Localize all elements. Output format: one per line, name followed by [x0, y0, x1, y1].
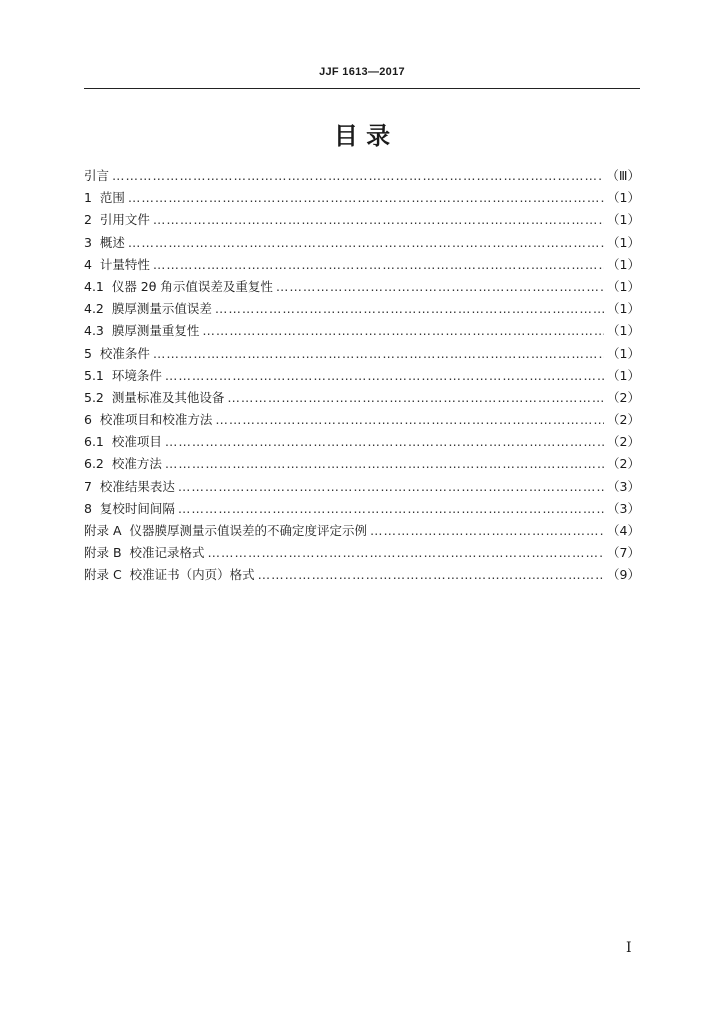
toc-entry[interactable] — [84, 166, 640, 188]
toc-leader-dots — [153, 257, 604, 272]
toc-entry-page: （1） — [607, 367, 640, 383]
toc-leader-dots — [178, 501, 604, 516]
document-code-header: JJF 1613—2017 — [319, 66, 405, 78]
toc-entry[interactable] — [84, 210, 640, 232]
toc-entry[interactable] — [84, 344, 640, 366]
toc-leader-dots — [165, 434, 604, 449]
toc-entry-label: 仪器膜厚测量示值误差的不确定度评定示例 — [129, 523, 367, 538]
toc-entry-number: 4.3 — [84, 323, 112, 339]
toc-leader-dots — [370, 523, 604, 538]
toc-entry[interactable] — [84, 321, 640, 343]
toc-entry-label: 范围 — [99, 190, 125, 206]
toc-entry[interactable] — [84, 543, 640, 565]
toc-entry-number: 5 — [84, 345, 100, 361]
toc-entry-number: 5.1 — [84, 367, 112, 383]
toc-leader-dots — [202, 323, 604, 338]
toc-entry-label: 校准条件 — [99, 345, 150, 361]
toc-entry-page: （9） — [607, 567, 640, 583]
toc-entry-page: （2） — [607, 434, 640, 450]
toc-entry[interactable] — [84, 432, 640, 454]
toc-entry-page: （7） — [607, 545, 640, 561]
toc-leader-dots — [215, 301, 604, 316]
toc-entry-page: （1） — [607, 323, 640, 339]
toc-entry-label: 校准证书（内页）格式 — [129, 567, 255, 583]
toc-entry-page: （1） — [607, 278, 640, 294]
toc-leader-dots — [153, 346, 604, 361]
toc-leader-dots — [258, 567, 604, 582]
toc-entry-number: 6 — [84, 412, 100, 428]
toc-entry-label: 校准结果表达 — [99, 478, 175, 494]
toc-entry[interactable] — [84, 521, 640, 543]
toc-leader-dots — [165, 456, 604, 471]
toc-entry-page: （2） — [607, 412, 640, 428]
toc-entry-page: （1） — [607, 212, 640, 228]
toc-entry-label: 环境条件 — [111, 367, 162, 383]
toc-entry-number: 附录 B — [84, 545, 130, 561]
toc-leader-dots — [276, 279, 604, 294]
toc-leader-dots — [165, 368, 604, 383]
table-of-contents — [84, 166, 640, 588]
toc-entry[interactable] — [84, 366, 640, 388]
toc-entry[interactable] — [84, 299, 640, 321]
toc-entry-number: 6.1 — [84, 434, 112, 450]
toc-entry[interactable] — [84, 388, 640, 410]
toc-entry-label: 膜厚测量示值误差 — [111, 301, 212, 317]
toc-entry-page: （1） — [607, 234, 640, 250]
toc-entry-label: 校准方法 — [111, 456, 162, 472]
toc-entry-number: 1 — [84, 190, 100, 206]
toc-entry-number: 8 — [84, 500, 100, 516]
toc-entry-number: 2 — [84, 212, 100, 228]
toc-entry-label: 计量特性 — [99, 256, 150, 272]
toc-entry[interactable] — [84, 255, 640, 277]
header-rule — [84, 88, 640, 89]
toc-entry[interactable] — [84, 410, 640, 432]
toc-entry[interactable] — [84, 565, 640, 587]
toc-entry-page: （1） — [607, 256, 640, 272]
toc-leader-dots — [227, 390, 604, 405]
toc-entry-page: （3） — [607, 478, 640, 494]
toc-entry-label: 概述 — [99, 234, 125, 250]
toc-entry-page: （Ⅲ） — [606, 168, 640, 183]
toc-entry-page: （2） — [607, 456, 640, 472]
toc-entry[interactable] — [84, 499, 640, 521]
toc-leader-dots — [153, 212, 604, 227]
toc-entry-label: 引言 — [84, 168, 110, 183]
toc-entry-label: 校准项目和校准方法 — [99, 412, 213, 428]
toc-entry-page: （1） — [607, 190, 640, 206]
toc-entry-number: 附录 C — [84, 567, 130, 583]
toc-leader-dots — [208, 545, 605, 560]
toc-entry[interactable] — [84, 454, 640, 476]
toc-entry-page: （4） — [607, 523, 640, 538]
toc-entry-label: 测量标准及其他设备 — [111, 389, 225, 405]
toc-leader-dots — [128, 235, 604, 250]
toc-leader-dots — [215, 412, 604, 427]
page-number: I — [626, 940, 632, 956]
toc-entry[interactable] — [84, 188, 640, 210]
toc-leader-dots — [112, 168, 603, 183]
toc-entry-number: 4.2 — [84, 301, 112, 317]
toc-entry-number: 3 — [84, 234, 100, 250]
toc-entry-page: （3） — [607, 500, 640, 516]
toc-entry-number: 7 — [84, 478, 100, 494]
toc-entry-number: 附录 A — [84, 523, 130, 538]
toc-entry-label: 复校时间间隔 — [99, 500, 175, 516]
toc-entry[interactable] — [84, 477, 640, 499]
toc-entry-page: （1） — [607, 301, 640, 317]
toc-entry-label: 膜厚测量重复性 — [111, 323, 200, 339]
toc-entry-number: 5.2 — [84, 389, 112, 405]
toc-entry-label: 引用文件 — [99, 212, 150, 228]
toc-entry-page: （2） — [607, 389, 640, 405]
toc-entry-number: 6.2 — [84, 456, 112, 472]
toc-entry-number: 4.1 — [84, 278, 112, 294]
toc-entry-number: 4 — [84, 256, 100, 272]
toc-entry-page: （1） — [607, 345, 640, 361]
toc-leader-dots — [128, 190, 604, 205]
toc-entry-label: 校准项目 — [111, 434, 162, 450]
toc-entry[interactable] — [84, 277, 640, 299]
toc-entry[interactable] — [84, 233, 640, 255]
toc-leader-dots — [178, 479, 604, 494]
toc-entry-label: 仪器 2θ 角示值误差及重复性 — [111, 278, 273, 294]
page-title: 目 录 — [333, 122, 391, 150]
toc-entry-label: 校准记录格式 — [129, 545, 205, 561]
